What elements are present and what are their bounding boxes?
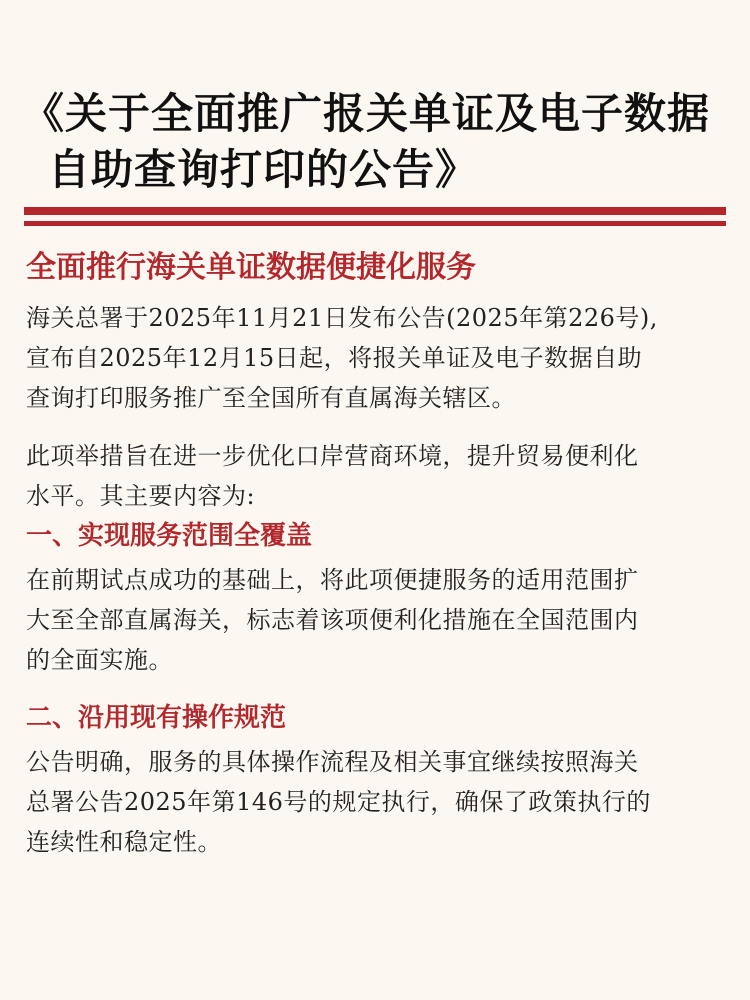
title-divider-thin [24, 221, 726, 226]
paragraph-line: 连续性和稳定性。 [26, 828, 222, 856]
paragraph-line: 在前期试点成功的基础上，将此项便捷服务的适用范围扩 [26, 566, 639, 594]
section-body-coverage [26, 560, 726, 680]
document-title [22, 86, 728, 198]
paragraph-line: 此项举措旨在进一步优化口岸营商环境，提升贸易便利化 [26, 442, 639, 470]
paragraph-line: 大至全部直属海关，标志着该项便利化措施在全国范围内 [26, 606, 639, 634]
paragraph-line: 海关总署于2025年11月21日发布公告(2025年第226号), [26, 304, 658, 332]
title-line-2: 自助查询打印的公告》 [48, 145, 479, 194]
announcement-body [26, 246, 726, 862]
section-heading-procedures: 二、沿用现有操作规范 [26, 703, 287, 733]
paragraph-line: 的全面实施。 [26, 646, 173, 674]
main-heading: 全面推行海关单证数据便捷化服务 [26, 250, 476, 285]
purpose-paragraph [26, 436, 726, 516]
section-body-procedures [26, 742, 726, 862]
paragraph-line: 宣布自2025年12月15日起，将报关单证及电子数据自助 [26, 344, 643, 372]
section-heading-coverage: 一、实现服务范围全覆盖 [26, 521, 313, 551]
title-divider-thick [24, 207, 726, 215]
paragraph-line: 总署公告2025年第146号的规定执行，确保了政策执行的 [26, 788, 651, 816]
paragraph-line: 公告明确，服务的具体操作流程及相关事宜继续按照海关 [26, 748, 639, 776]
intro-paragraph [26, 298, 726, 418]
title-line-1: 《关于全面推广报关单证及电子数据 [22, 89, 711, 138]
paragraph-line: 查询打印服务推广至全国所有直属海关辖区。 [26, 384, 516, 412]
paragraph-line: 水平。其主要内容为: [26, 482, 256, 510]
